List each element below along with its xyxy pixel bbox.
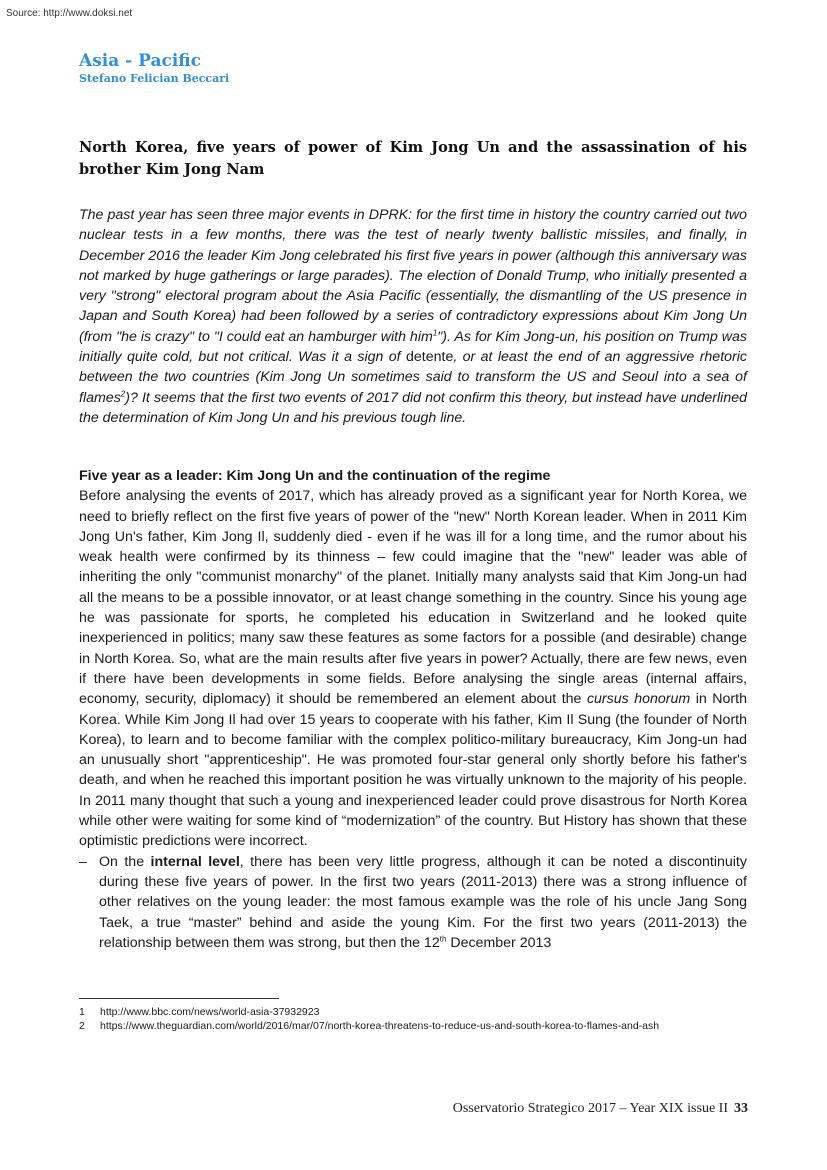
footnote-ref-2: 2 (120, 388, 126, 398)
bullet-item (79, 852, 747, 953)
bullet-text-2: , there has been very little progress, although it can be noted a discontinuity during these five years of power. In the first two years (2011-2013) there was a strong influence of other relatives on the young leader: the most famous example was the role of his uncle Jang Song Taek, a true “master” behind and aside the young Kim. For the first two years (2011-2013) the relationship between them was strong, but then the 12 (99, 853, 747, 951)
author-name: Stefano Felician Beccari (79, 72, 230, 85)
abstract-text-1: The past year has seen three major events in DPRK: for the first time in history the country carried out two nuclear tests in a few months, there was the test of nearly twenty ballistic missiles, and finally, in December 2016 the leader Kim Jong celebrated his first five years in power (although this anniversary was not marked by huge gatherings or large parades). The election of Donald Trump, who initially presented a very "strong" electoral program about the Asia Pacific (essentially, the dismantling of the US presence in Japan and South Korea) had been followed by a series of contradictory expressions about Kim Jong Un (from "he is crazy" to "I could eat an hamburger with him (79, 207, 747, 345)
abstract-text-3: , or at least the end of an aggressive rhetoric between the two countries (Kim Jong Un sometimes said to transform the US and Seoul into a sea of flames (79, 349, 748, 406)
bullet-text-1: On the (99, 853, 151, 870)
bullet-dash: – (79, 853, 87, 870)
subheading: Five year as a leader: Kim Jong Un and the continuation of the regime (79, 468, 551, 484)
bullet-text-3: December 2013 (446, 934, 552, 951)
abstract-detente: detente (406, 349, 454, 366)
page-number: 33 (734, 1101, 748, 1116)
publication-name: Osservatorio Strategico 2017 – Year XIX issue II (452, 1101, 728, 1116)
footnote-number: 2 (79, 1019, 85, 1032)
paragraph-text-1: Before analysing the events of 2017, which has already proved as a significant year for North Korea, we need to briefly reflect on the first five years of power of the "new" North Korean leader. When in 2011 Kim Jong Un's father, Kim Jong Il, suddenly died - even if he was ill for a long time, and the rumor about his weak health were confirmed by its thinness – few could imagine that the "new" leader was able of inheriting the only "communist monarchy" of the planet. Initially many analysts said that Kim Jong-un had all the means to be a possible innovator, or at least change something in the country. Since his young age he was passionate for sports, he completed his education in Switzerland and he looked quite inexperienced in politics; many saw these features as some factors for a possible (and desirable) change in North Korea. So, what are the main results after five years in power? Actually, there are few news, even if there have been developments in some fields. Before analysing the single areas (internal affairs, economy, security, diplomacy) it should be remembered an element about the (79, 488, 747, 708)
footnote (79, 1006, 747, 1020)
paragraph-text-2: in North Korea. While Kim Jong Il had over 15 years to cooperate with his father, Kim Il Sung (the founder of North Korea), to learn and to become familiar with the complex politico-military bureaucracy, Kim Jong-un had an unusually short "apprenticeship". He was promoted four-star general only shortly before his father's death, and when he reached this important position he was virtually unknown to the majority of his people. In 2011 many thought that such a young and inexperienced leader could prove disastrous for North Korea while other were waiting for some kind of “modernization” of the country. But History has shown that these optimistic predictions were incorrect. (79, 691, 747, 850)
paragraph-italic: cursus honorum (586, 691, 691, 708)
page-footer (453, 1101, 748, 1117)
section-header (79, 51, 229, 86)
footnote-link[interactable]: http://www.bbc.com/news/world-asia-37932923 (100, 1006, 320, 1018)
footnote-divider (79, 998, 279, 999)
footnote-number: 1 (79, 1006, 85, 1018)
abstract (79, 205, 747, 428)
footnotes (79, 1006, 747, 1033)
abstract-text-2: "). As for Kim Jong-un, his position on Trump was initially quite cold, but not critical. Was it a sign of (79, 328, 747, 366)
abstract-text-4: )? It seems that the first two events of 2017 did not confirm this theory, but instead have underlined the determination of Kim Jong Un and his previous tough line. (79, 389, 747, 426)
article-body (79, 466, 747, 953)
body-paragraph (79, 486, 747, 851)
footnote-link[interactable]: https://www.theguardian.com/world/2016/mar/07/north-korea-threatens-to-reduce-us-and-south-korea-to-flames-and-ash (100, 1019, 660, 1032)
section-title: Asia - Pacific (79, 51, 201, 71)
bullet-bold: internal level (150, 853, 240, 870)
article-title: North Korea, five years of power of Kim Jong Un and the assassination of his brother Kim Jong Nam (79, 139, 747, 178)
source-label: Source: http://www.doksi.net (6, 8, 133, 19)
footnote-ref-1: 1 (432, 328, 438, 338)
footnote (79, 1020, 747, 1034)
bullet-sup: th (439, 934, 447, 944)
